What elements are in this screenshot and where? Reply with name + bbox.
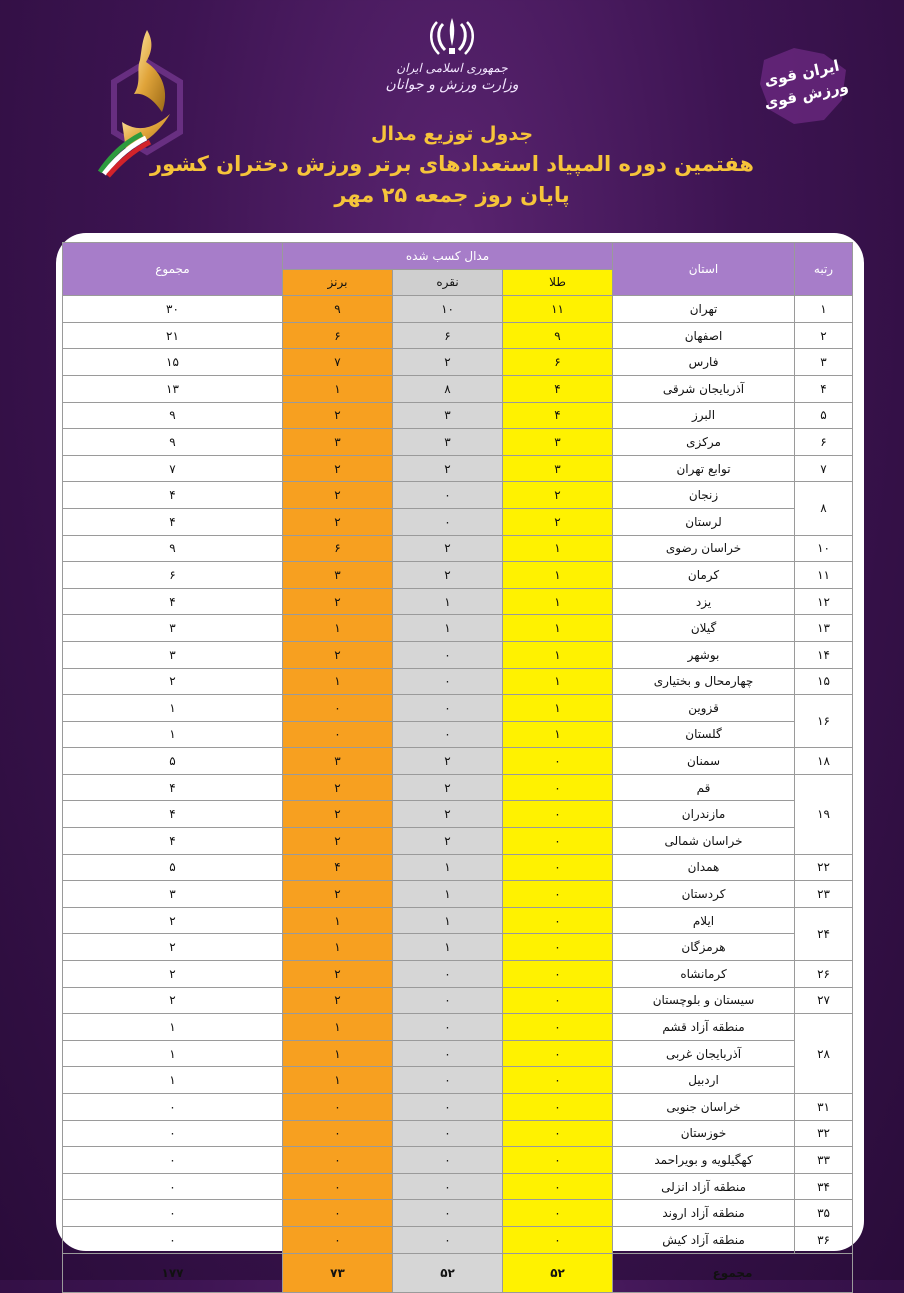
gold-cell: ۰ [503,881,613,908]
header-province: استان [613,243,795,296]
gold-cell: ۴ [503,375,613,402]
silver-cell: ۲ [393,455,503,482]
bronze-cell: ۰ [283,1094,393,1121]
silver-cell: ۰ [393,1200,503,1227]
province-cell: قزوین [613,695,795,722]
table-row [63,1120,853,1147]
gold-cell: ۱ [503,535,613,562]
province-cell: منطقه آزاد قشم [613,1014,795,1041]
silver-cell: ۰ [393,961,503,988]
silver-cell: ۱ [393,588,503,615]
table-row [63,1067,853,1094]
silver-cell: ۱ [393,854,503,881]
rank-cell: ۲۲ [795,854,853,881]
province-cell: کردستان [613,881,795,908]
table-row [63,881,853,908]
rank-cell: ۱۰ [795,535,853,562]
gold-cell: ۱۱ [503,296,613,323]
table-footer-row [63,1253,853,1292]
gold-cell: ۱ [503,668,613,695]
province-cell: قم [613,774,795,801]
province-cell: گیلان [613,615,795,642]
silver-cell: ۰ [393,1226,503,1253]
bronze-cell: ۱ [283,1040,393,1067]
table-row [63,402,853,429]
total-cell: ۰ [63,1200,283,1227]
header-total: مجموع [63,243,283,296]
gold-cell: ۰ [503,748,613,775]
gold-cell: ۰ [503,1120,613,1147]
total-cell: ۰ [63,1120,283,1147]
total-cell: ۴ [63,508,283,535]
gold-cell: ۰ [503,828,613,855]
table-row [63,961,853,988]
total-cell: ۴ [63,588,283,615]
table-row [63,1200,853,1227]
silver-cell: ۳ [393,429,503,456]
bronze-cell: ۲ [283,987,393,1014]
rank-cell: ۱۴ [795,641,853,668]
header-gold: طلا [503,269,613,296]
total-cell: ۴ [63,482,283,509]
rank-cell: ۲۴ [795,907,853,960]
silver-cell: ۲ [393,828,503,855]
header-silver: نقره [393,269,503,296]
total-cell: ۹ [63,429,283,456]
strong-iran-logo [754,40,854,130]
rank-cell: ۲۳ [795,881,853,908]
gold-cell: ۴ [503,402,613,429]
header-rank: رتبه [795,243,853,296]
bronze-cell: ۱ [283,1067,393,1094]
rank-cell: ۳۲ [795,1120,853,1147]
silver-cell: ۱۰ [393,296,503,323]
table-row [63,774,853,801]
silver-cell: ۰ [393,695,503,722]
table-row [63,482,853,509]
ministry-name [380,60,524,94]
rank-cell: ۱۵ [795,668,853,695]
table-row [63,615,853,642]
total-cell: ۱۳ [63,375,283,402]
table-row [63,721,853,748]
bronze-cell: ۳ [283,562,393,589]
bronze-cell: ۲ [283,801,393,828]
total-cell: ۹ [63,402,283,429]
table-row [63,668,853,695]
table-row [63,854,853,881]
total-cell: ۷ [63,455,283,482]
silver-cell: ۱ [393,615,503,642]
bronze-cell: ۱ [283,375,393,402]
table-row [63,429,853,456]
silver-cell: ۰ [393,1014,503,1041]
medal-table-body [63,296,853,1253]
gold-cell: ۱ [503,615,613,642]
bronze-cell: ۰ [283,1173,393,1200]
table-row [63,801,853,828]
province-cell: منطقه آزاد اروند [613,1200,795,1227]
gold-cell: ۳ [503,429,613,456]
gold-cell: ۰ [503,1067,613,1094]
gold-cell: ۲ [503,508,613,535]
province-cell: مازندران [613,801,795,828]
footer-bronze: ۷۳ [283,1253,393,1292]
gold-cell: ۰ [503,1173,613,1200]
total-cell: ۱ [63,1067,283,1094]
bronze-cell: ۲ [283,961,393,988]
footer-silver: ۵۲ [393,1253,503,1292]
silver-cell: ۰ [393,1067,503,1094]
province-cell: کرمان [613,562,795,589]
province-cell: لرستان [613,508,795,535]
province-cell: البرز [613,402,795,429]
silver-cell: ۲ [393,748,503,775]
province-cell: خراسان جنوبی [613,1094,795,1121]
table-row [63,641,853,668]
rank-cell: ۲ [795,322,853,349]
table-row [63,907,853,934]
gold-cell: ۳ [503,455,613,482]
silver-cell: ۰ [393,1094,503,1121]
province-cell: کرمانشاه [613,961,795,988]
rank-cell: ۴ [795,375,853,402]
silver-cell: ۱ [393,907,503,934]
bronze-cell: ۱ [283,934,393,961]
total-cell: ۱ [63,695,283,722]
total-cell: ۰ [63,1226,283,1253]
province-cell: خراسان رضوی [613,535,795,562]
silver-cell: ۶ [393,322,503,349]
table-row [63,987,853,1014]
bronze-cell: ۰ [283,1200,393,1227]
silver-cell: ۱ [393,881,503,908]
gold-cell: ۰ [503,1014,613,1041]
rank-cell: ۳۵ [795,1200,853,1227]
table-row [63,296,853,323]
bronze-cell: ۲ [283,455,393,482]
province-cell: خراسان شمالی [613,828,795,855]
strong-iran-text: ایران قوی ورزش قوی [762,56,850,113]
bronze-cell: ۲ [283,641,393,668]
gold-cell: ۱ [503,562,613,589]
rank-cell: ۳۱ [795,1094,853,1121]
table-row [63,508,853,535]
table-row [63,1173,853,1200]
table-row [63,455,853,482]
table-row [63,375,853,402]
footer-total: ۱۷۷ [63,1253,283,1292]
bronze-cell: ۳ [283,748,393,775]
total-cell: ۲ [63,934,283,961]
gold-cell: ۰ [503,907,613,934]
total-cell: ۶ [63,562,283,589]
gold-cell: ۰ [503,961,613,988]
province-cell: سیستان و بلوچستان [613,987,795,1014]
province-cell: توابع تهران [613,455,795,482]
silver-cell: ۰ [393,641,503,668]
table-row [63,588,853,615]
bronze-cell: ۱ [283,907,393,934]
gold-cell: ۱ [503,641,613,668]
silver-cell: ۰ [393,508,503,535]
footer-gold: ۵۲ [503,1253,613,1292]
rank-cell: ۲۷ [795,987,853,1014]
table-row [63,535,853,562]
province-cell: فارس [613,349,795,376]
iran-emblem-icon [429,16,475,56]
rank-cell: ۳۳ [795,1147,853,1174]
silver-cell: ۲ [393,562,503,589]
total-cell: ۱۵ [63,349,283,376]
total-cell: ۳ [63,641,283,668]
rank-cell: ۱ [795,296,853,323]
province-cell: آذربایجان شرقی [613,375,795,402]
bronze-cell: ۰ [283,721,393,748]
table-row [63,349,853,376]
silver-cell: ۰ [393,1040,503,1067]
total-cell: ۳ [63,881,283,908]
rank-cell: ۱۹ [795,774,853,854]
bronze-cell: ۶ [283,535,393,562]
title-block [150,120,754,210]
province-cell: همدان [613,854,795,881]
gold-cell: ۰ [503,774,613,801]
rank-cell: ۱۱ [795,562,853,589]
rank-cell: ۳۴ [795,1173,853,1200]
total-cell: ۴ [63,801,283,828]
gold-cell: ۰ [503,934,613,961]
bronze-cell: ۰ [283,1147,393,1174]
bronze-cell: ۲ [283,774,393,801]
bronze-cell: ۱ [283,615,393,642]
bronze-cell: ۲ [283,828,393,855]
province-cell: خوزستان [613,1120,795,1147]
table-row [63,748,853,775]
rank-cell: ۷ [795,455,853,482]
table-row [63,1014,853,1041]
bronze-cell: ۲ [283,402,393,429]
gold-cell: ۰ [503,1226,613,1253]
gold-cell: ۰ [503,987,613,1014]
gold-cell: ۰ [503,1200,613,1227]
rank-cell: ۵ [795,402,853,429]
rank-cell: ۳۶ [795,1226,853,1253]
total-cell: ۹ [63,535,283,562]
bronze-cell: ۲ [283,508,393,535]
silver-cell: ۲ [393,535,503,562]
gold-cell: ۱ [503,695,613,722]
total-cell: ۳۰ [63,296,283,323]
gold-cell: ۰ [503,1094,613,1121]
table-row [63,562,853,589]
silver-cell: ۳ [393,402,503,429]
ministry-line2: وزارت ورزش و جوانان [385,77,519,93]
bronze-cell: ۲ [283,881,393,908]
total-cell: ۰ [63,1173,283,1200]
bronze-cell: ۴ [283,854,393,881]
province-cell: منطقه آزاد انزلی [613,1173,795,1200]
province-cell: اصفهان [613,322,795,349]
silver-cell: ۲ [393,801,503,828]
bronze-cell: ۱ [283,668,393,695]
title-line3: پایان روز جمعه ۲۵ مهر [334,183,570,207]
rank-cell: ۶ [795,429,853,456]
province-cell: مرکزی [613,429,795,456]
table-row [63,322,853,349]
table-row [63,1094,853,1121]
medal-table [62,242,853,1293]
total-cell: ۰ [63,1147,283,1174]
header-medals: مدال کسب شده [283,243,613,270]
gold-cell: ۶ [503,349,613,376]
gold-cell: ۰ [503,801,613,828]
silver-cell: ۱ [393,934,503,961]
total-cell: ۰ [63,1094,283,1121]
table-row [63,1147,853,1174]
table-row [63,695,853,722]
table-row [63,1226,853,1253]
rank-cell: ۲۶ [795,961,853,988]
province-cell: اردبیل [613,1067,795,1094]
gold-cell: ۹ [503,322,613,349]
province-cell: سمنان [613,748,795,775]
table-row [63,1040,853,1067]
silver-cell: ۸ [393,375,503,402]
total-cell: ۴ [63,828,283,855]
province-cell: منطقه آزاد کیش [613,1226,795,1253]
province-cell: آذربایجان غربی [613,1040,795,1067]
total-cell: ۲۱ [63,322,283,349]
header-bronze: برنز [283,269,393,296]
rank-cell: ۱۸ [795,748,853,775]
bronze-cell: ۹ [283,296,393,323]
silver-cell: ۰ [393,668,503,695]
bronze-cell: ۲ [283,588,393,615]
total-cell: ۱ [63,721,283,748]
total-cell: ۵ [63,748,283,775]
rank-cell: ۱۲ [795,588,853,615]
bronze-cell: ۶ [283,322,393,349]
rank-cell: ۱۶ [795,695,853,748]
total-cell: ۱ [63,1040,283,1067]
silver-cell: ۰ [393,987,503,1014]
total-cell: ۲ [63,987,283,1014]
bronze-cell: ۰ [283,695,393,722]
total-cell: ۲ [63,961,283,988]
ministry-line1: جمهوری اسلامی ایران [396,61,508,75]
total-cell: ۵ [63,854,283,881]
bronze-cell: ۲ [283,482,393,509]
silver-cell: ۰ [393,1173,503,1200]
rank-cell: ۱۳ [795,615,853,642]
bronze-cell: ۱ [283,1014,393,1041]
gold-cell: ۰ [503,854,613,881]
province-cell: زنجان [613,482,795,509]
gold-cell: ۱ [503,721,613,748]
province-cell: ایلام [613,907,795,934]
province-cell: گلستان [613,721,795,748]
province-cell: یزد [613,588,795,615]
gold-cell: ۰ [503,1040,613,1067]
bronze-cell: ۰ [283,1120,393,1147]
silver-cell: ۲ [393,349,503,376]
province-cell: تهران [613,296,795,323]
total-cell: ۳ [63,615,283,642]
silver-cell: ۰ [393,1120,503,1147]
bronze-cell: ۰ [283,1226,393,1253]
total-cell: ۲ [63,907,283,934]
title-line1: جدول توزیع مدال [370,123,534,145]
gold-cell: ۰ [503,1147,613,1174]
silver-cell: ۰ [393,1147,503,1174]
table-row [63,828,853,855]
silver-cell: ۰ [393,721,503,748]
province-cell: بوشهر [613,641,795,668]
province-cell: چهارمحال و بختیاری [613,668,795,695]
footer-label: مجموع [613,1253,853,1292]
silver-cell: ۰ [393,482,503,509]
rank-cell: ۸ [795,482,853,535]
total-cell: ۲ [63,668,283,695]
total-cell: ۱ [63,1014,283,1041]
rank-cell: ۳ [795,349,853,376]
bronze-cell: ۳ [283,429,393,456]
title-line2: هفتمین دوره المپیاد استعدادهای برتر ورزش دختران کشور [150,152,754,176]
gold-cell: ۱ [503,588,613,615]
rank-cell: ۲۸ [795,1014,853,1094]
table-row [63,934,853,961]
gold-cell: ۲ [503,482,613,509]
province-cell: کهگیلویه و بویراحمد [613,1147,795,1174]
silver-cell: ۲ [393,774,503,801]
total-cell: ۴ [63,774,283,801]
bronze-cell: ۷ [283,349,393,376]
province-cell: هرمزگان [613,934,795,961]
